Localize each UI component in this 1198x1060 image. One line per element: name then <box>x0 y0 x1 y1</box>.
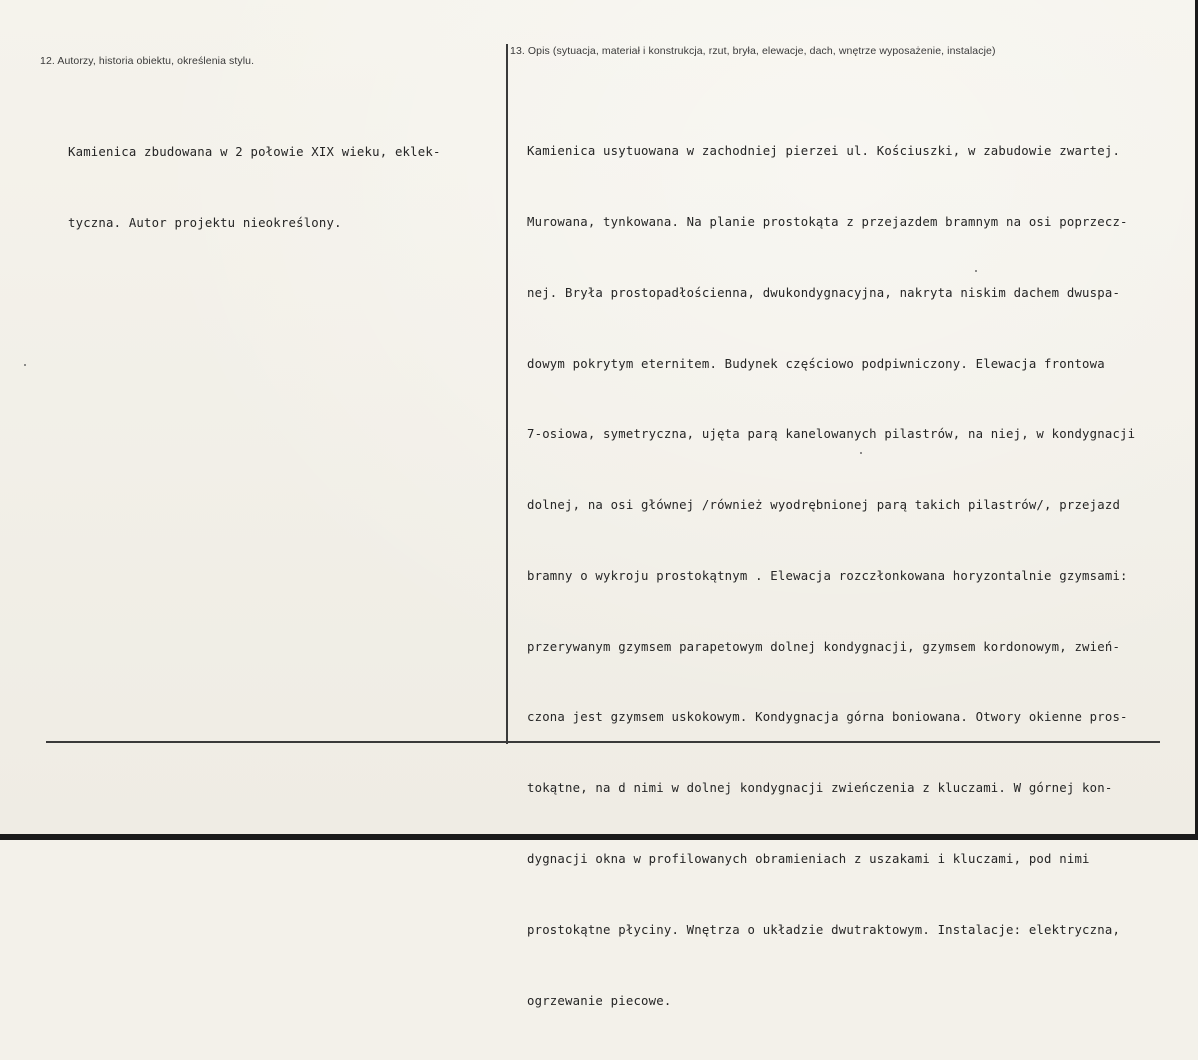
paper-speck <box>24 364 26 366</box>
section-13-line: 7-osiowa, symetryczna, ujęta parą kanelowanych pilastrów, na niej, w kondygnacji <box>527 427 1136 442</box>
section-13-line: czona jest gzymsem uskokowym. Kondygnacja górna boniowana. Otwory okienne pros- <box>527 710 1128 725</box>
section-13-line: nej. Bryła prostopadłościenna, dwukondygnacyjna, nakryta niskim dachem dwuspa- <box>527 285 1121 300</box>
section-13-line: dygnacji okna w profilowanych obramieniach z uszakami i kluczami, pod nimi <box>527 852 1090 866</box>
section-13-line: dowym pokrytym eternitem. Budynek częściowo podpiwniczony. Elewacja frontowa <box>527 356 1105 371</box>
section-12-line: Kamienica zbudowana w 2 połowie XIX wieku, eklek- <box>68 145 441 160</box>
section-13-line: Murowana, tynkowana. Na planie prostokąta z przejazdem bramnym na osi poprzecz- <box>527 214 1128 229</box>
section-13-line: przerywanym gzymsem parapetowym dolnej kondygnacji, gzymsem kordonowym, zwień- <box>527 639 1121 654</box>
section-13-line: bramny o wykroju prostokątnym . Elewacja rozczłonkowana horyzontalnie gzymsami: <box>527 568 1128 583</box>
column-divider <box>506 44 508 744</box>
scan-edge-bottom <box>0 834 1198 840</box>
section-13-line: prostokątne płyciny. Wnętrza o układzie dwutraktowym. Instalacje: elektryczna, <box>527 922 1121 937</box>
section-13-text <box>527 93 1135 1060</box>
section-12-line: tyczna. Autor projektu nieokreślony. <box>68 215 342 230</box>
section-13-line: dolnej, na osi głównej /również wyodrębnionej parą takich pilastrów/, przejazd <box>527 498 1121 513</box>
section-12-label: 12. Autorzy, historia obiektu, określenia stylu. <box>40 55 255 67</box>
section-13-line: Kamienica usytuowana w zachodniej pierzei ul. Kościuszki, w zabudowie zwartej. <box>527 144 1121 159</box>
section-12-text <box>68 94 441 283</box>
section-13-line: ogrzewanie piecowe. <box>527 993 672 1008</box>
section-13-label: 13. Opis (sytuacja, materiał i konstrukcja, rzut, bryła, elewacje, dach, wnętrze wyposażenie, instalacje) <box>510 45 996 57</box>
paper-speck <box>975 270 977 272</box>
section-13-line: tokątne, na d nimi w dolnej kondygnacji zwieńczenia z kluczami. W górnej kon- <box>527 781 1113 796</box>
paper-speck <box>860 452 862 454</box>
